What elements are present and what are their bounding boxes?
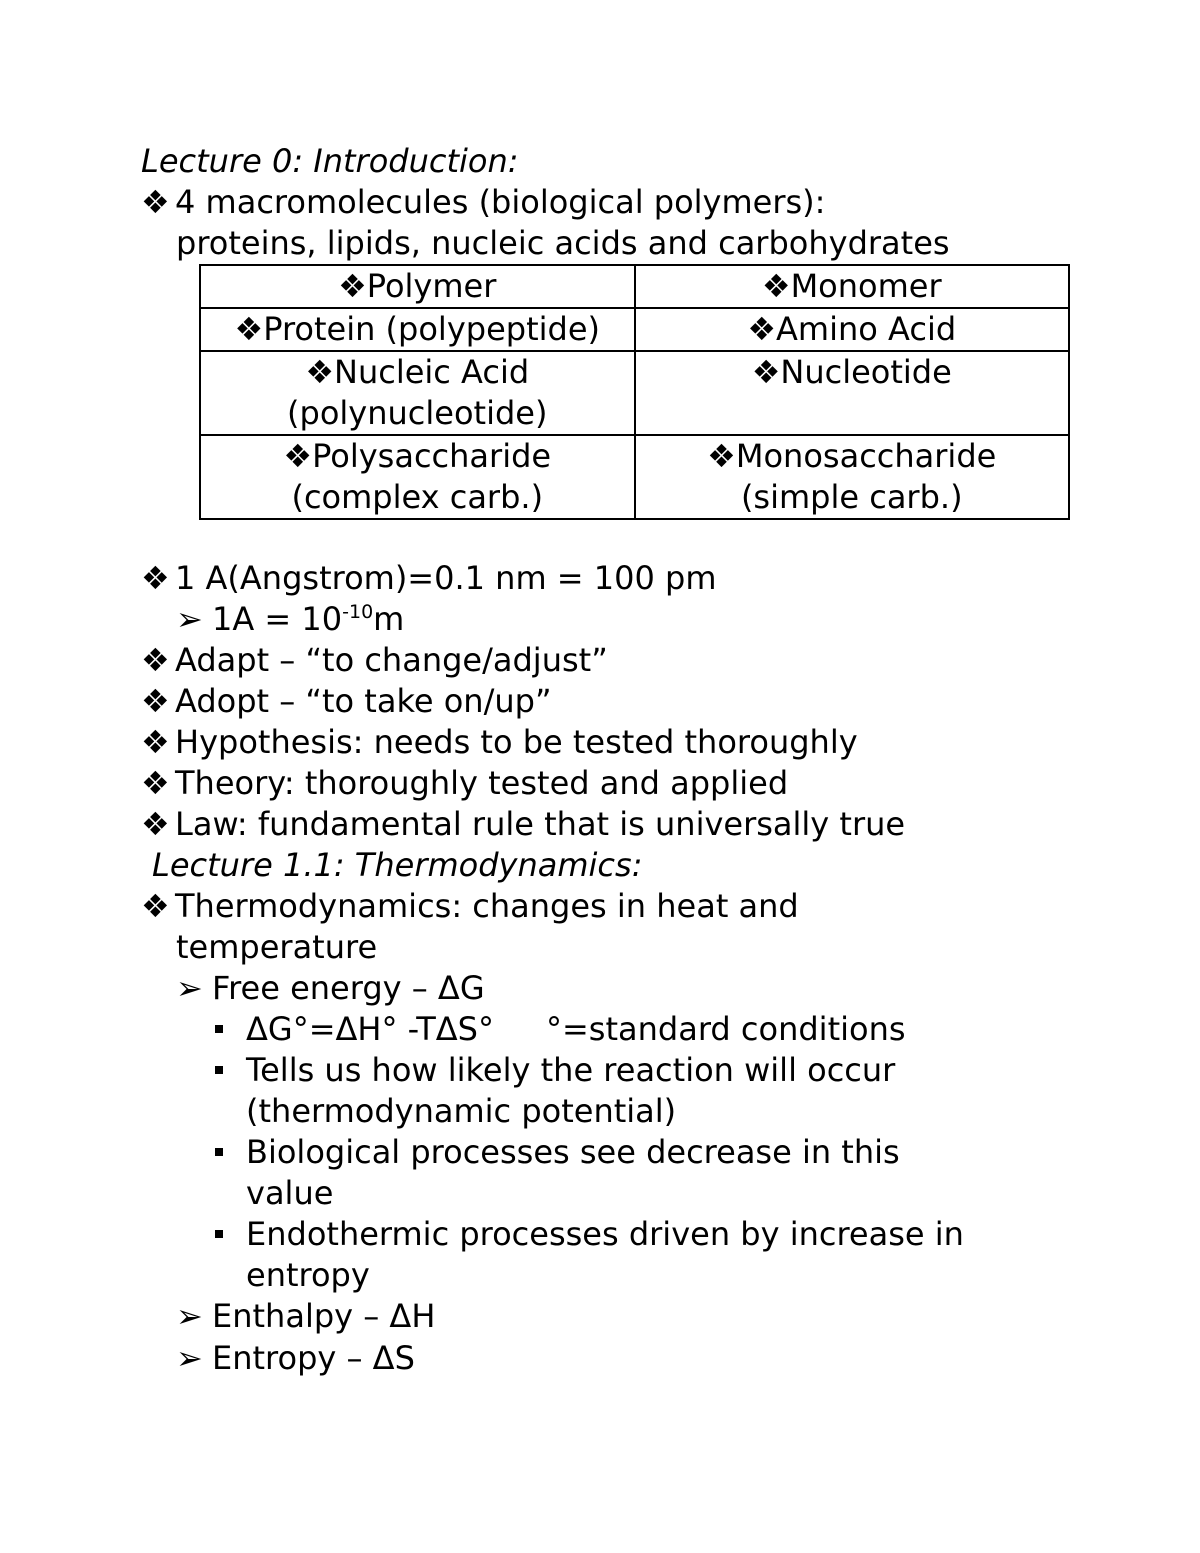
diamond-bullet-icon: ❖ (141, 559, 170, 597)
angstrom-sub-prefix: 1A = 10 (212, 600, 343, 638)
gibbs-equation: ΔG°=ΔH° -TΔS° (246, 1010, 494, 1048)
cell-simple-carb: (simple carb.) (740, 478, 963, 516)
likelihood-continuation: (thermodynamic potential) (246, 1092, 677, 1130)
table-header-cell (635, 265, 1070, 308)
entropy-text: Entropy – ΔS (212, 1339, 415, 1377)
diamond-bullet-icon: ❖ (141, 682, 170, 720)
table-cell (635, 308, 1070, 351)
enthalpy-text: Enthalpy – ΔH (212, 1297, 436, 1335)
table-header-cell (200, 265, 635, 308)
arrow-bullet-icon: ➢ (176, 600, 203, 638)
cell-complex-carb: (complex carb.) (291, 478, 544, 516)
table-header-row (200, 265, 1069, 308)
thermodynamics-text: Thermodynamics: changes in heat and (175, 887, 799, 925)
angstrom-exponent: -10 (342, 601, 374, 623)
square-bullet-icon (215, 1148, 223, 1156)
square-bullet-icon (215, 1230, 223, 1238)
angstrom-unit: m (373, 600, 405, 638)
cell-monosaccharide: Monosaccharide (735, 437, 997, 475)
term-item (141, 681, 552, 721)
arrow-bullet-icon: ➢ (176, 1339, 203, 1377)
cell-nucleic-acid: Nucleic Acid (334, 353, 530, 391)
angstrom-subitem (176, 599, 404, 639)
header-polymer: Polymer (366, 267, 497, 305)
table-row (200, 435, 1069, 519)
diamond-bullet-icon: ❖ (707, 437, 736, 475)
square-bullet-icon (215, 1066, 223, 1074)
biological-continuation: value (246, 1174, 334, 1212)
biological-item: Biological processes see decrease in this (246, 1133, 900, 1171)
cell-amino-acid: Amino Acid (776, 310, 957, 348)
term-item (141, 763, 788, 803)
table-cell (200, 351, 635, 435)
macromolecules-continuation: proteins, lipids, nucleic acids and carbohydrates (176, 224, 950, 262)
arrow-bullet-icon: ➢ (176, 1297, 203, 1335)
diamond-bullet-icon: ❖ (141, 805, 170, 843)
diamond-bullet-icon: ❖ (141, 887, 170, 925)
diamond-bullet-icon: ❖ (141, 723, 170, 761)
diamond-bullet-icon: ❖ (141, 183, 170, 221)
diamond-bullet-icon: ❖ (747, 310, 777, 348)
table-cell (635, 351, 1070, 435)
endothermic-continuation: entropy (246, 1256, 370, 1294)
standard-conditions-note: °=standard conditions (545, 1010, 906, 1048)
term-hypothesis: Hypothesis: needs to be tested thoroughly (175, 723, 858, 761)
cell-protein: Protein (polypeptide) (263, 310, 600, 348)
diamond-bullet-icon: ❖ (141, 641, 170, 679)
diamond-bullet-icon: ❖ (141, 764, 170, 802)
term-theory: Theory: thoroughly tested and applied (175, 764, 789, 802)
angstrom-text: 1 A(Angstrom)=0.1 nm = 100 pm (175, 559, 717, 597)
square-bullet-icon (215, 1025, 223, 1033)
term-adopt: Adopt – “to take on/up” (175, 682, 552, 720)
equation-item (246, 1009, 906, 1049)
table-cell (200, 435, 635, 519)
endothermic-item: Endothermic processes driven by increase in (246, 1215, 964, 1253)
arrow-bullet-icon: ➢ (176, 969, 203, 1007)
thermodynamics-item (141, 886, 799, 926)
diamond-bullet-icon: ❖ (305, 353, 334, 391)
table-cell (200, 308, 635, 351)
enthalpy-item (176, 1296, 435, 1336)
term-item (141, 804, 905, 844)
diamond-bullet-icon: ❖ (234, 310, 264, 348)
diamond-bullet-icon: ❖ (338, 267, 367, 305)
angstrom-item (141, 558, 717, 598)
header-monomer: Monomer (790, 267, 942, 305)
cell-nucleotide: Nucleotide (780, 353, 952, 391)
free-energy-item (176, 968, 485, 1008)
likelihood-item: Tells us how likely the reaction will occur (246, 1051, 896, 1089)
macromolecules-item (141, 182, 825, 222)
diamond-bullet-icon: ❖ (751, 353, 781, 391)
thermodynamics-continuation: temperature (176, 928, 378, 966)
macromolecules-text: 4 macromolecules (biological polymers): (175, 183, 826, 221)
table-row (200, 351, 1069, 435)
polymer-monomer-table (199, 264, 1070, 520)
lecture-1-1-heading: Lecture 1.1: Thermodynamics: (152, 846, 643, 884)
table-row (200, 308, 1069, 351)
term-item (141, 722, 858, 762)
free-energy-text: Free energy – ΔG (212, 969, 485, 1007)
table-cell (635, 435, 1070, 519)
diamond-bullet-icon: ❖ (283, 437, 313, 475)
diamond-bullet-icon: ❖ (761, 267, 791, 305)
entropy-item (176, 1338, 415, 1378)
cell-polysaccharide: Polysaccharide (312, 437, 552, 475)
term-item (141, 640, 608, 680)
term-adapt: Adapt – “to change/adjust” (175, 641, 608, 679)
cell-polynucleotide: (polynucleotide) (287, 394, 548, 432)
term-law: Law: fundamental rule that is universally true (175, 805, 906, 843)
lecture-0-heading: Lecture 0: Introduction: (141, 142, 519, 180)
